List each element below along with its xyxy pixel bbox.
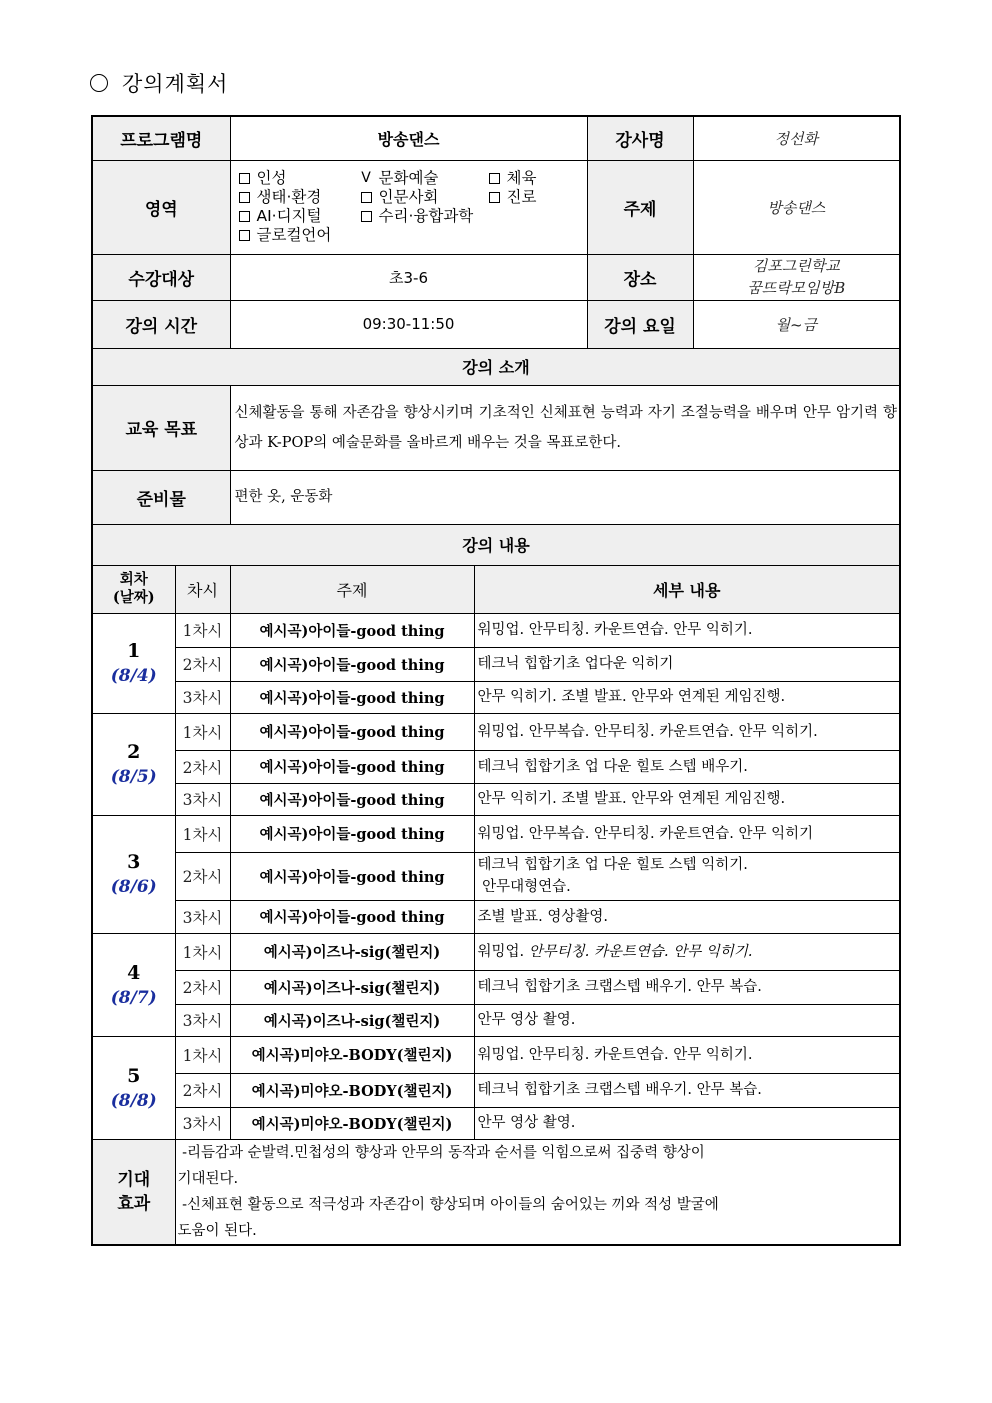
domain-option-label: 문화예술 [378, 169, 439, 187]
domain-option[interactable] [361, 207, 489, 226]
detail-cell [474, 970, 900, 1004]
checkbox-icon [239, 173, 250, 184]
period-cell: 2차시 [175, 970, 230, 1004]
detail-text: 워밍업. 안무티칭. 카운트연습. 안무 익히기. [477, 622, 753, 638]
session-number: 3 [127, 851, 141, 873]
detail-cell [474, 815, 900, 852]
session-number: 5 [127, 1064, 141, 1087]
domain-option-label: 진로 [506, 188, 537, 206]
domain-option-label: 인문사회 [378, 188, 439, 206]
session-row [92, 933, 900, 970]
session-row [92, 852, 900, 900]
detail-cell [474, 681, 900, 713]
supplies-value: 편한 옷, 운동화 [230, 470, 900, 524]
content-section-header: 강의 내용 [92, 524, 900, 565]
topic-cell: 예시곡)아이들-good thing [230, 783, 474, 815]
topic-cell: 예시곡)아이들-good thing [230, 750, 474, 783]
domain-option[interactable] [361, 188, 489, 207]
topic-cell: 예시곡)미야오-BODY(챌린지) [230, 1107, 474, 1139]
period-cell: 1차시 [175, 933, 230, 970]
detail-text: 워밍업. 안무복습. 안무티칭. 카운트연습. 안무 익히기. [477, 723, 818, 740]
session-number-cell [92, 1036, 175, 1139]
period-cell: 2차시 [175, 647, 230, 681]
program-name-label: 프로그램명 [92, 116, 230, 160]
goal-label: 교육 목표 [92, 385, 230, 470]
session-number-cell [92, 613, 175, 713]
detail-text: 안무 영상 촬영. [477, 1115, 576, 1131]
domain-option[interactable] [239, 188, 361, 207]
domain-option-label: 수리·융합과학 [378, 207, 474, 225]
detail-cell [474, 647, 900, 681]
period-cell: 1차시 [175, 613, 230, 647]
session-row [92, 1036, 900, 1073]
effect-line-4: 도움이 된다. [177, 1222, 257, 1239]
topic-cell: 예시곡)이즈나-sig(챌린지) [230, 970, 474, 1004]
session-row [92, 1107, 900, 1139]
domain-option[interactable] [361, 169, 489, 188]
heading-text: 강의계획서 [122, 72, 229, 96]
goal-value: 신체활동을 통해 자존감을 향상시키며 기초적인 신체표현 능력과 자기 조절능력을 배우며 안무 암기력 향상과 K-POP의 예술문화를 올바르게 배우는 것을 목표로한다. [230, 385, 900, 470]
session-row [92, 613, 900, 647]
detail-text: 조별 발표. 영상촬영. [477, 908, 608, 925]
intro-section-header: 강의 소개 [92, 348, 900, 385]
topic-cell: 예시곡)아이들-good thing [230, 713, 474, 750]
checkbox-icon [361, 211, 372, 222]
period-cell: 3차시 [175, 1004, 230, 1036]
domain-option[interactable] [489, 188, 579, 207]
detail-text: 워밍업. 안무티칭. 카운트연습. 안무 익히기. [477, 1046, 753, 1063]
detail-text: 테크닉 힙합기초 업다운 익히기 [477, 656, 674, 672]
place-label: 장소 [587, 254, 693, 300]
session-number-cell [92, 933, 175, 1036]
detail-text: 테크닉 힙합기초 크랩스텝 배우기. 안무 복습. [477, 1082, 762, 1098]
period-cell: 1차시 [175, 713, 230, 750]
domain-option-label: AI·디지털 [256, 207, 322, 225]
period-cell: 2차시 [175, 1073, 230, 1107]
time-value: 09:30-11:50 [230, 300, 587, 348]
detail-cell [474, 613, 900, 647]
place-value [693, 254, 900, 300]
days-label: 강의 요일 [587, 300, 693, 348]
session-number: 4 [127, 961, 141, 984]
period-cell: 3차시 [175, 681, 230, 713]
detail-cell [474, 713, 900, 750]
topic-cell: 예시곡)아이들-good thing [230, 647, 474, 681]
domain-option[interactable] [239, 226, 579, 245]
detail-text: 워밍업. 안무복습. 안무티칭. 카운트연습. 안무 익히기 [477, 825, 814, 842]
domain-checkbox-grid [239, 169, 579, 245]
detail-cell [474, 852, 900, 900]
topic-cell: 예시곡)아이들-good thing [230, 815, 474, 852]
lecture-plan-table [91, 115, 901, 1246]
session-row [92, 815, 900, 852]
session-row [92, 647, 900, 681]
place-line-1: 김포그린학교 [752, 257, 840, 275]
topic-cell: 예시곡)아이들-good thing [230, 900, 474, 933]
session-date: (8/4) [110, 666, 157, 686]
time-label: 강의 시간 [92, 300, 230, 348]
period-cell: 2차시 [175, 852, 230, 900]
target-label: 수강대상 [92, 254, 230, 300]
topic-cell: 예시곡)미야오-BODY(챌린지) [230, 1073, 474, 1107]
session-row [92, 1073, 900, 1107]
topic-cell: 예시곡)아이들-good thing [230, 613, 474, 647]
domain-option[interactable] [239, 169, 361, 188]
detail-text-italic: 안무티칭. 카운트연습. 안무 익히기. [528, 943, 753, 960]
session-column-header: 회차 (날짜) [92, 565, 175, 613]
domain-option[interactable] [239, 207, 361, 226]
detail-text: 테크닉 힙합기초 크랩스텝 배우기. 안무 복습. [477, 979, 762, 995]
session-number: 2 [127, 741, 141, 763]
period-cell: 3차시 [175, 900, 230, 933]
topic-cell: 예시곡)아이들-good thing [230, 852, 474, 900]
topic-column-header: 주제 [230, 565, 474, 613]
topic-value: 방송댄스 [693, 160, 900, 254]
session-number-cell [92, 815, 175, 933]
circle-bullet-icon [90, 74, 108, 92]
detail-text: 안무 영상 촬영. [477, 1012, 576, 1028]
effect-line-2: 기대된다. [177, 1170, 239, 1187]
domain-option-label: 글로컬언어 [256, 226, 332, 244]
detail-cell [474, 1073, 900, 1107]
topic-cell: 예시곡)아이들-good thing [230, 681, 474, 713]
topic-label: 주제 [587, 160, 693, 254]
effect-value [175, 1139, 900, 1245]
check-mark-icon: V [361, 170, 371, 186]
effect-row [92, 1139, 900, 1245]
session-number-cell [92, 713, 175, 815]
period-cell: 3차시 [175, 783, 230, 815]
instructor-value: 정선화 [693, 116, 900, 160]
period-cell: 1차시 [175, 815, 230, 852]
period-cell: 3차시 [175, 1107, 230, 1139]
effect-line-1: -리듬감과 순발력.민첩성의 향상과 안무의 동작과 순서를 익힘으로써 집중력 향상이 [177, 1144, 705, 1161]
days-value: 월~금 [693, 300, 900, 348]
domain-option-label: 인성 [256, 169, 287, 187]
session-row [92, 900, 900, 933]
session-row [92, 970, 900, 1004]
document-heading [90, 68, 228, 98]
detail-cell [474, 900, 900, 933]
session-date: (8/8) [110, 1090, 157, 1111]
period-cell: 1차시 [175, 1036, 230, 1073]
instructor-label: 강사명 [587, 116, 693, 160]
target-value: 초3-6 [230, 254, 587, 300]
topic-cell: 예시곡)미야오-BODY(챌린지) [230, 1036, 474, 1073]
domain-option-label: 생태·환경 [256, 188, 322, 206]
checkbox-icon [489, 192, 500, 203]
detail-cell [474, 1004, 900, 1036]
session-date: (8/5) [110, 767, 157, 787]
session-number: 1 [127, 640, 141, 662]
checkbox-icon [361, 192, 372, 203]
session-date: (8/6) [110, 877, 157, 897]
period-column-header: 차시 [175, 565, 230, 613]
effect-label: 기대 효과 [92, 1139, 175, 1245]
effect-line-3: -신체표현 활동으로 적극성과 자존감이 향상되며 아이들의 숨어있는 끼와 적성 발굴에 [177, 1196, 719, 1213]
supplies-label: 준비물 [92, 470, 230, 524]
detail-text: 테크닉 힙합기초 업 다운 힐토 스텝 익히기. [477, 857, 748, 873]
detail-cell [474, 1107, 900, 1139]
detail-column-header: 세부 내용 [474, 565, 900, 613]
detail-text: 테크닉 힙합기초 업 다운 힐토 스텝 배우기. [477, 758, 748, 775]
session-date: (8/7) [110, 987, 157, 1008]
period-cell: 2차시 [175, 750, 230, 783]
detail-cell [474, 1036, 900, 1073]
domain-label: 영역 [92, 160, 230, 254]
detail-text: 안무 익히기. 조별 발표. 안무와 연계된 게임진행. [477, 689, 786, 705]
session-row [92, 713, 900, 750]
detail-cell [474, 783, 900, 815]
domain-option-label: 체육 [506, 169, 537, 187]
domain-option[interactable] [489, 169, 579, 188]
place-line-2: 꿈뜨락모임방B [747, 279, 846, 297]
checkbox-icon [239, 230, 250, 241]
checkbox-icon [239, 211, 250, 222]
checkbox-icon [489, 173, 500, 184]
detail-text: 안무 익히기. 조별 발표. 안무와 연계된 게임진행. [477, 791, 786, 807]
detail-cell [474, 750, 900, 783]
session-row [92, 681, 900, 713]
topic-cell: 예시곡)이즈나-sig(챌린지) [230, 933, 474, 970]
session-row [92, 750, 900, 783]
checkbox-icon [239, 192, 250, 203]
session-row [92, 1004, 900, 1036]
topic-cell: 예시곡)이즈나-sig(챌린지) [230, 1004, 474, 1036]
detail-text: 워밍업. [477, 943, 529, 960]
program-name-value: 방송댄스 [230, 116, 587, 160]
session-row [92, 783, 900, 815]
domain-options [230, 160, 587, 254]
detail-text-line-2: 안무대형연습. [477, 879, 571, 895]
detail-cell [474, 933, 900, 970]
